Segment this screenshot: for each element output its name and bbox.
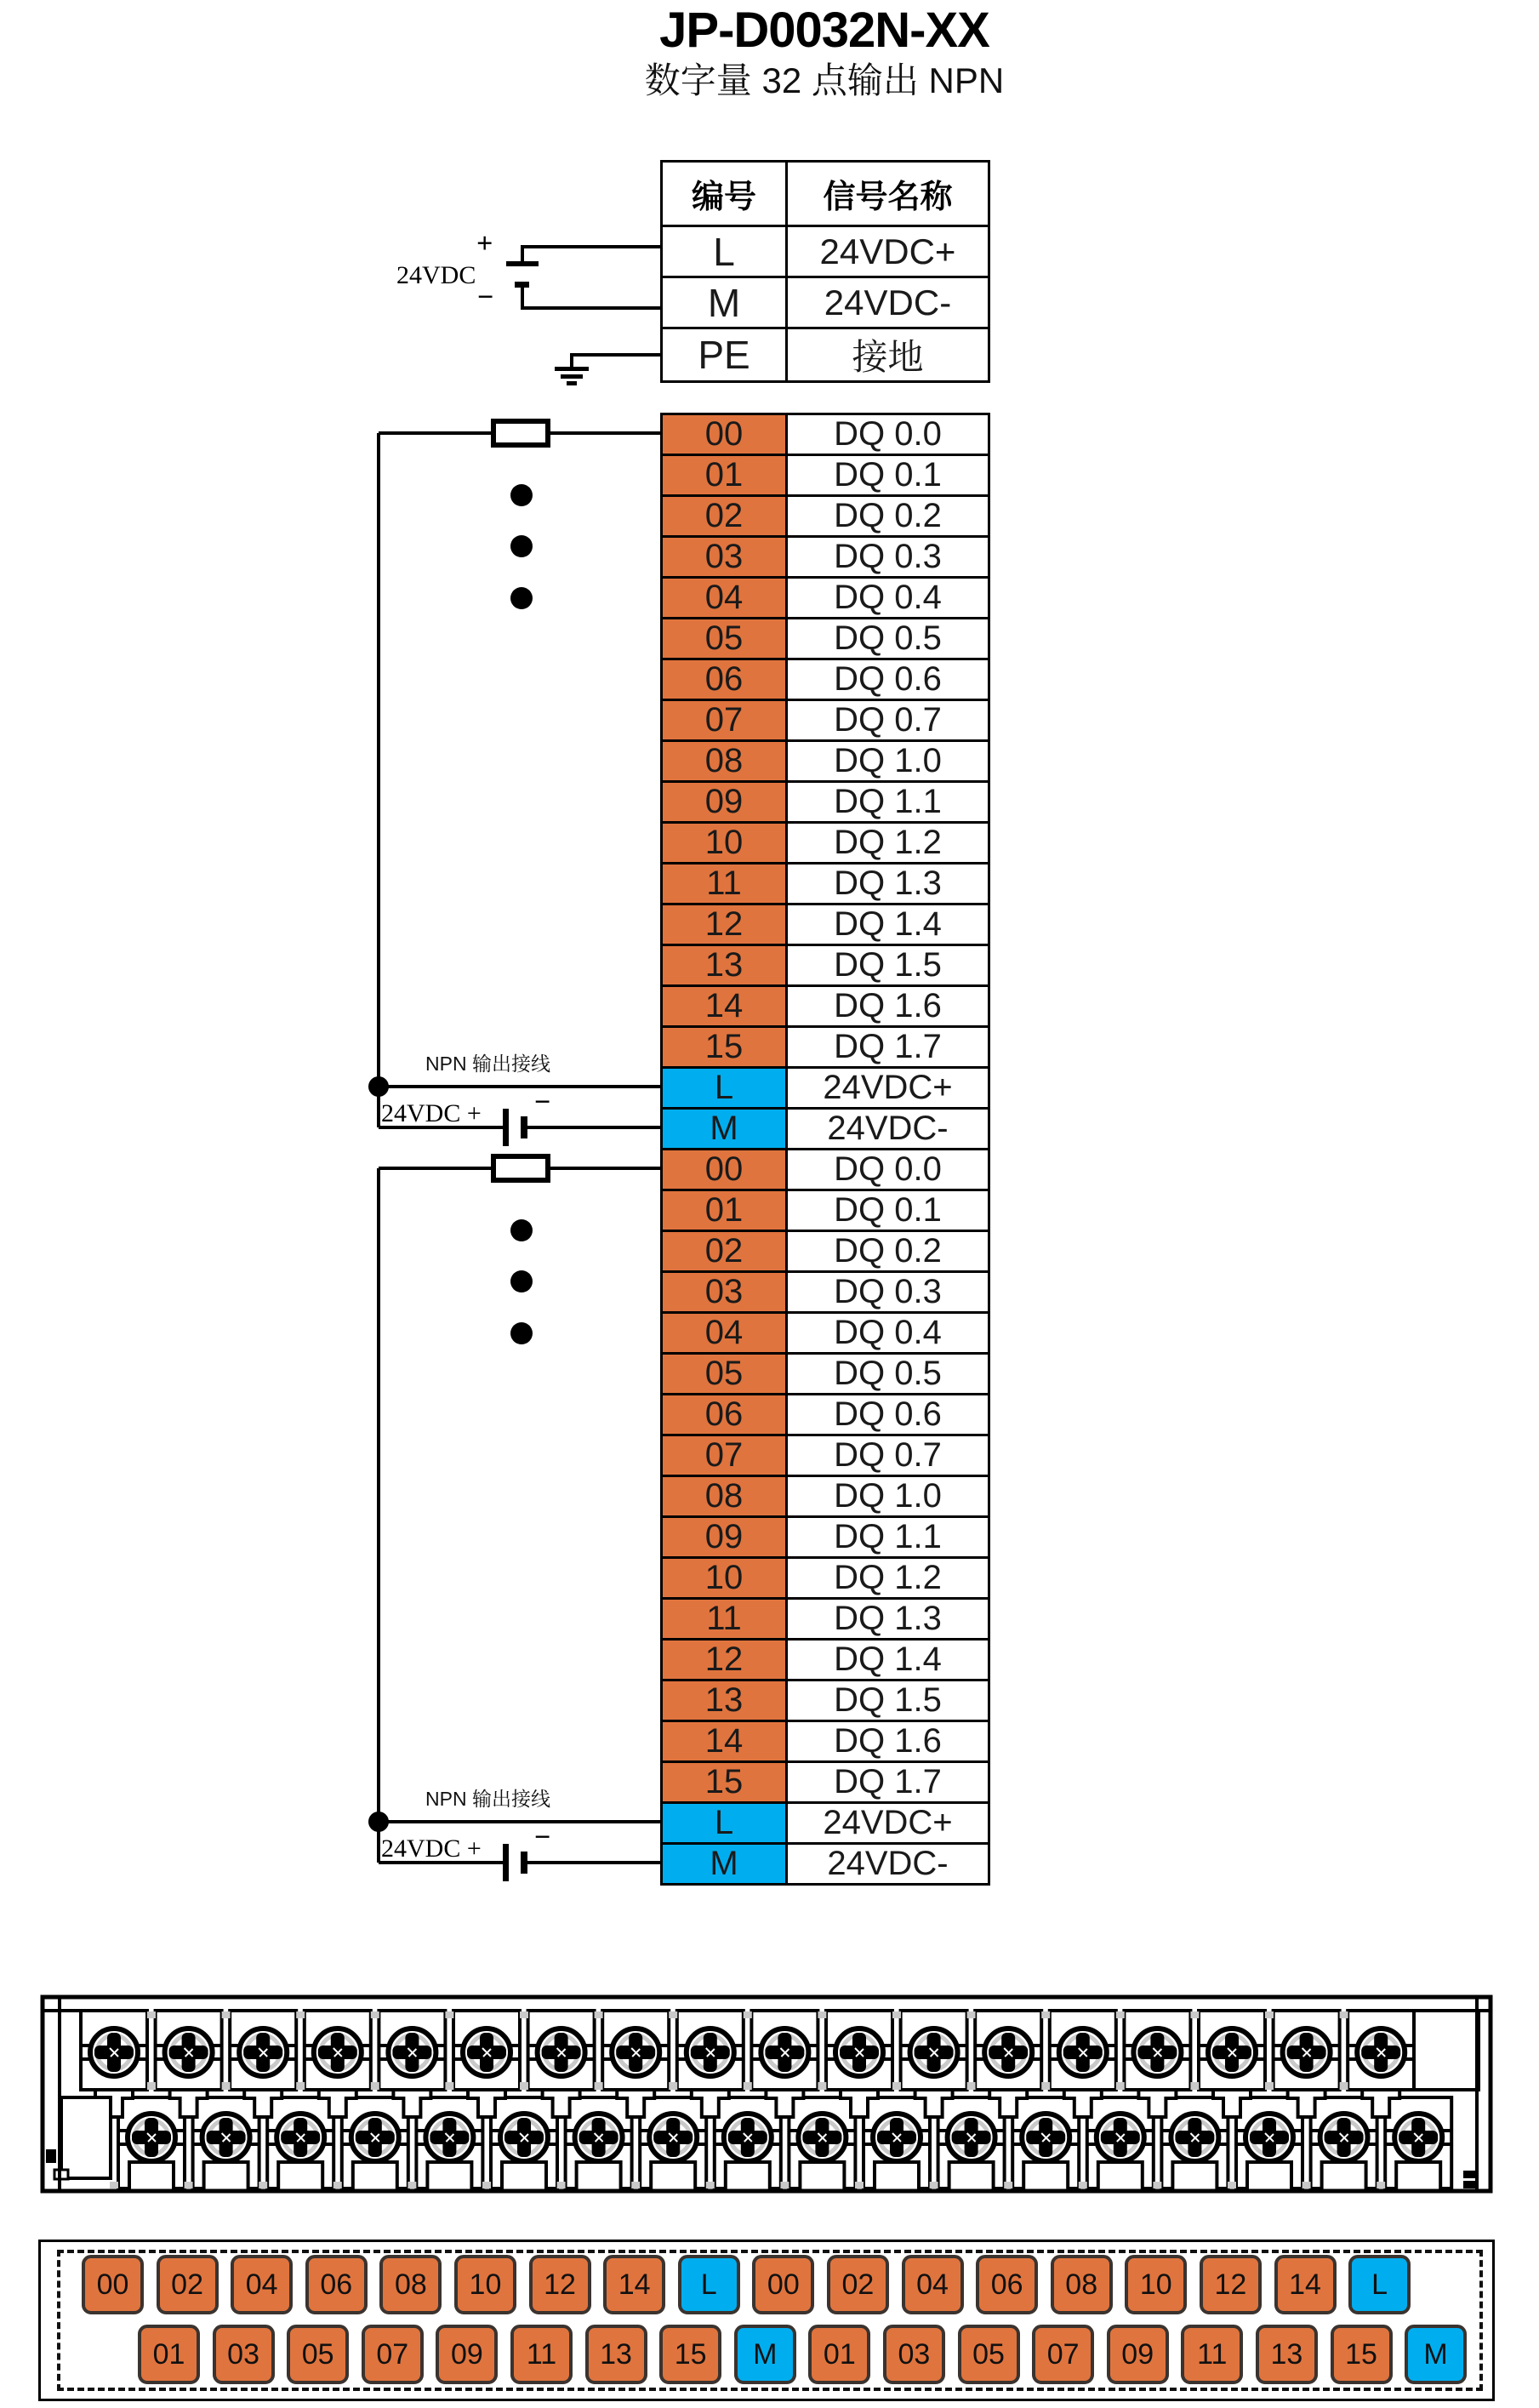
io-table-row (662, 1803, 989, 1844)
terminal-block-frame (43, 1997, 1491, 2191)
io-table-row (662, 700, 989, 741)
terminal-label-row-bottom (138, 2325, 1467, 2384)
terminal-chip: 12 (529, 2255, 591, 2314)
minus-sign: − (477, 282, 494, 313)
npn-wiring-label: NPN 输出接线 (425, 1053, 550, 1075)
signal-name-cell: DQ 0.1 (787, 1190, 989, 1231)
signal-name-cell: DQ 1.4 (787, 1640, 989, 1680)
terminal-number-cell: L (662, 226, 787, 277)
io-table-row (662, 1762, 989, 1803)
terminal-chip: 14 (1274, 2255, 1337, 2314)
terminal-number-cell: 14 (662, 986, 787, 1027)
terminal-number-cell: 11 (662, 1599, 787, 1640)
io-table-row (662, 659, 989, 700)
minus-sign: − (534, 1822, 551, 1853)
terminal-chip: 00 (752, 2255, 814, 2314)
io-signal-table (660, 413, 990, 1886)
signal-name-cell: DQ 1.6 (787, 986, 989, 1027)
terminal-chip: 01 (138, 2325, 200, 2384)
power-table-header-row (662, 162, 989, 226)
io-table-row (662, 455, 989, 496)
signal-name-cell: DQ 1.6 (787, 1721, 989, 1762)
terminal-chip: M (1405, 2325, 1467, 2384)
terminal-chip: 15 (1331, 2325, 1393, 2384)
signal-name-cell: DQ 1.3 (787, 864, 989, 904)
terminal-number-cell: 01 (662, 1190, 787, 1231)
signal-name-cell: DQ 0.7 (787, 1435, 989, 1476)
terminal-chip: 04 (231, 2255, 293, 2314)
terminal-chip: 11 (510, 2325, 573, 2384)
junction-dot (368, 1812, 389, 1832)
power-table-row (662, 328, 989, 382)
npn-wiring-label: NPN 输出接线 (425, 1788, 550, 1810)
signal-name-cell: DQ 0.5 (787, 619, 989, 659)
signal-name-cell: DQ 0.4 (787, 578, 989, 619)
power-supply-wiring (396, 228, 662, 385)
terminal-number-cell: 12 (662, 1640, 787, 1680)
terminal-chip: 10 (454, 2255, 516, 2314)
signal-name-cell: 接地 (787, 328, 989, 382)
battery-plus-plate (503, 1109, 509, 1146)
io-table-row (662, 619, 989, 659)
signal-name-cell: DQ 1.2 (787, 1558, 989, 1599)
terminal-chip: 09 (436, 2325, 498, 2384)
io-table-row (662, 1109, 989, 1150)
io-table-row (662, 1599, 989, 1640)
terminal-chip: 02 (157, 2255, 219, 2314)
terminal-chip: 07 (362, 2325, 424, 2384)
terminal-number-cell: 13 (662, 1680, 787, 1721)
ground-symbol (555, 355, 662, 385)
terminal-chip: L (678, 2255, 740, 2314)
terminal-chip: 15 (659, 2325, 721, 2384)
terminal-number-cell: 03 (662, 537, 787, 578)
ellipsis-dot (510, 1219, 533, 1241)
battery-minus-plate (515, 282, 529, 288)
signal-name-cell: DQ 1.5 (787, 945, 989, 986)
io-table-row (662, 1476, 989, 1517)
page-subtitle: 数字量 32 点输出 NPN (644, 60, 1005, 100)
signal-name-cell: DQ 0.2 (787, 496, 989, 537)
signal-name-cell: DQ 0.3 (787, 1272, 989, 1313)
terminal-chip: 05 (958, 2325, 1020, 2384)
signal-name-cell: 24VDC- (787, 1109, 989, 1150)
signal-name-cell: DQ 0.4 (787, 1313, 989, 1354)
io-table-row (662, 1190, 989, 1231)
signal-name-cell: DQ 0.3 (787, 537, 989, 578)
signal-name-cell: DQ 1.0 (787, 741, 989, 782)
output-group2-wiring (368, 1156, 662, 1881)
battery-plus-plate (503, 1844, 509, 1881)
terminal-chip: 02 (827, 2255, 889, 2314)
terminal-number-cell: L (662, 1068, 787, 1109)
column-header-signal-name: 信号名称 (787, 162, 989, 226)
io-table-row (662, 1150, 989, 1190)
signal-name-cell: DQ 0.5 (787, 1354, 989, 1395)
terminal-number-cell: L (662, 1803, 787, 1844)
terminal-chip: 00 (82, 2255, 144, 2314)
terminal-chip: 08 (1051, 2255, 1113, 2314)
terminal-number-cell: 05 (662, 619, 787, 659)
signal-name-cell: DQ 1.1 (787, 1517, 989, 1558)
io-table-row (662, 1721, 989, 1762)
terminal-number-cell: 08 (662, 1476, 787, 1517)
terminal-number-cell: M (662, 1844, 787, 1885)
io-table-row (662, 1354, 989, 1395)
terminal-number-cell: M (662, 277, 787, 328)
terminal-number-cell: 10 (662, 1558, 787, 1599)
io-table-row (662, 414, 989, 455)
io-table-row (662, 1395, 989, 1435)
signal-name-cell: 24VDC+ (787, 1068, 989, 1109)
terminal-chip: 05 (287, 2325, 349, 2384)
signal-name-cell: 24VDC- (787, 1844, 989, 1885)
io-table-row (662, 1844, 989, 1885)
signal-name-cell: DQ 1.2 (787, 823, 989, 864)
minus-sign: − (534, 1087, 551, 1118)
terminal-chip: 14 (603, 2255, 665, 2314)
terminal-number-cell: 12 (662, 904, 787, 945)
battery-plus-plate (506, 261, 539, 266)
terminal-number-cell: 07 (662, 1435, 787, 1476)
io-table-row (662, 986, 989, 1027)
left-end-latch (46, 2097, 111, 2179)
io-table-row (662, 782, 989, 823)
terminal-number-cell: 15 (662, 1027, 787, 1068)
signal-name-cell: DQ 0.7 (787, 700, 989, 741)
terminal-chip: 08 (379, 2255, 442, 2314)
terminal-number-cell: 02 (662, 1231, 787, 1272)
terminal-number-cell: 01 (662, 455, 787, 496)
terminal-chip: M (734, 2325, 796, 2384)
signal-name-cell: DQ 0.6 (787, 1395, 989, 1435)
terminal-number-cell: 10 (662, 823, 787, 864)
signal-name-cell: DQ 1.3 (787, 1599, 989, 1640)
signal-name-cell: DQ 1.0 (787, 1476, 989, 1517)
io-table-row (662, 1680, 989, 1721)
terminal-number-cell: 07 (662, 700, 787, 741)
ellipsis-dot (510, 1270, 533, 1292)
ellipsis-dot (510, 535, 533, 557)
io-table-row (662, 864, 989, 904)
signal-name-cell: DQ 0.2 (787, 1231, 989, 1272)
terminal-chip: 06 (976, 2255, 1038, 2314)
load-resistor (493, 421, 548, 445)
terminal-label-row-top (82, 2255, 1411, 2314)
terminal-number-cell: 00 (662, 1150, 787, 1190)
io-table-row (662, 1517, 989, 1558)
io-table-row (662, 1231, 989, 1272)
signal-name-cell: DQ 0.6 (787, 659, 989, 700)
supply-label: 24VDC + (381, 1099, 482, 1127)
terminal-chip: 01 (808, 2325, 870, 2384)
signal-name-cell: DQ 0.0 (787, 414, 989, 455)
terminal-number-cell: 02 (662, 496, 787, 537)
io-table-row (662, 945, 989, 986)
io-table-row (662, 1640, 989, 1680)
power-table-row (662, 277, 989, 328)
io-table-row (662, 578, 989, 619)
terminal-number-cell: 00 (662, 414, 787, 455)
right-end-blank (1414, 2011, 1479, 2188)
terminal-chip: 10 (1125, 2255, 1187, 2314)
terminal-number-cell: 04 (662, 1313, 787, 1354)
terminal-chip: 03 (883, 2325, 945, 2384)
signal-name-cell: 24VDC+ (787, 1803, 989, 1844)
terminal-number-cell: M (662, 1109, 787, 1150)
signal-name-cell: DQ 0.0 (787, 1150, 989, 1190)
terminal-chip: 07 (1032, 2325, 1094, 2384)
signal-name-cell: DQ 1.4 (787, 904, 989, 945)
terminal-number-cell: 13 (662, 945, 787, 986)
column-header-number: 编号 (662, 162, 787, 226)
terminal-number-cell: 06 (662, 1395, 787, 1435)
io-table-row (662, 537, 989, 578)
signal-name-cell: 24VDC- (787, 277, 989, 328)
terminal-chip: 12 (1200, 2255, 1262, 2314)
ellipsis-dot (510, 1322, 533, 1344)
battery-minus-plate (521, 1852, 527, 1874)
terminal-number-cell: 14 (662, 1721, 787, 1762)
signal-name-cell: DQ 1.1 (787, 782, 989, 823)
terminal-number-cell: 05 (662, 1354, 787, 1395)
terminal-chip: 04 (902, 2255, 964, 2314)
terminal-chip: 13 (585, 2325, 647, 2384)
power-table-row (662, 226, 989, 277)
io-table-row (662, 1272, 989, 1313)
junction-dot (368, 1076, 389, 1097)
ellipsis-dot (510, 587, 533, 609)
terminal-number-cell: 03 (662, 1272, 787, 1313)
signal-name-cell: DQ 1.7 (787, 1027, 989, 1068)
power-signal-table (660, 160, 990, 383)
terminal-chip: 13 (1256, 2325, 1318, 2384)
terminal-number-cell: 09 (662, 1517, 787, 1558)
page-title: JP-D0032N-XX (659, 3, 989, 58)
signal-name-cell: 24VDC+ (787, 226, 989, 277)
io-table-row (662, 904, 989, 945)
load-resistor (493, 1156, 548, 1180)
terminal-number-cell: 04 (662, 578, 787, 619)
terminal-chip: L (1348, 2255, 1411, 2314)
signal-name-cell: DQ 0.1 (787, 455, 989, 496)
terminal-chip: 11 (1181, 2325, 1243, 2384)
io-table-row (662, 1068, 989, 1109)
signal-name-cell: DQ 1.5 (787, 1680, 989, 1721)
terminal-number-cell: 08 (662, 741, 787, 782)
terminal-block-drawing (43, 1997, 1491, 2191)
ellipsis-dot (510, 484, 533, 506)
supply-label: 24VDC + (381, 1835, 482, 1863)
terminal-chip: 03 (213, 2325, 275, 2384)
terminal-number-cell: 09 (662, 782, 787, 823)
plus-sign: + (476, 228, 493, 260)
io-table-row (662, 741, 989, 782)
io-table-row (662, 1558, 989, 1599)
supply-label: 24VDC (396, 261, 476, 289)
signal-name-cell: DQ 1.7 (787, 1762, 989, 1803)
io-table-row (662, 823, 989, 864)
io-table-row (662, 1027, 989, 1068)
battery-minus-plate (521, 1116, 527, 1138)
io-table-row (662, 496, 989, 537)
terminal-number-cell: 06 (662, 659, 787, 700)
io-table-row (662, 1435, 989, 1476)
io-table-row (662, 1313, 989, 1354)
terminal-number-cell: 15 (662, 1762, 787, 1803)
terminal-chip: 09 (1107, 2325, 1169, 2384)
terminal-chip: 06 (305, 2255, 368, 2314)
output-group1-wiring (368, 421, 662, 1146)
terminal-number-cell: PE (662, 328, 787, 382)
terminal-number-cell: 11 (662, 864, 787, 904)
